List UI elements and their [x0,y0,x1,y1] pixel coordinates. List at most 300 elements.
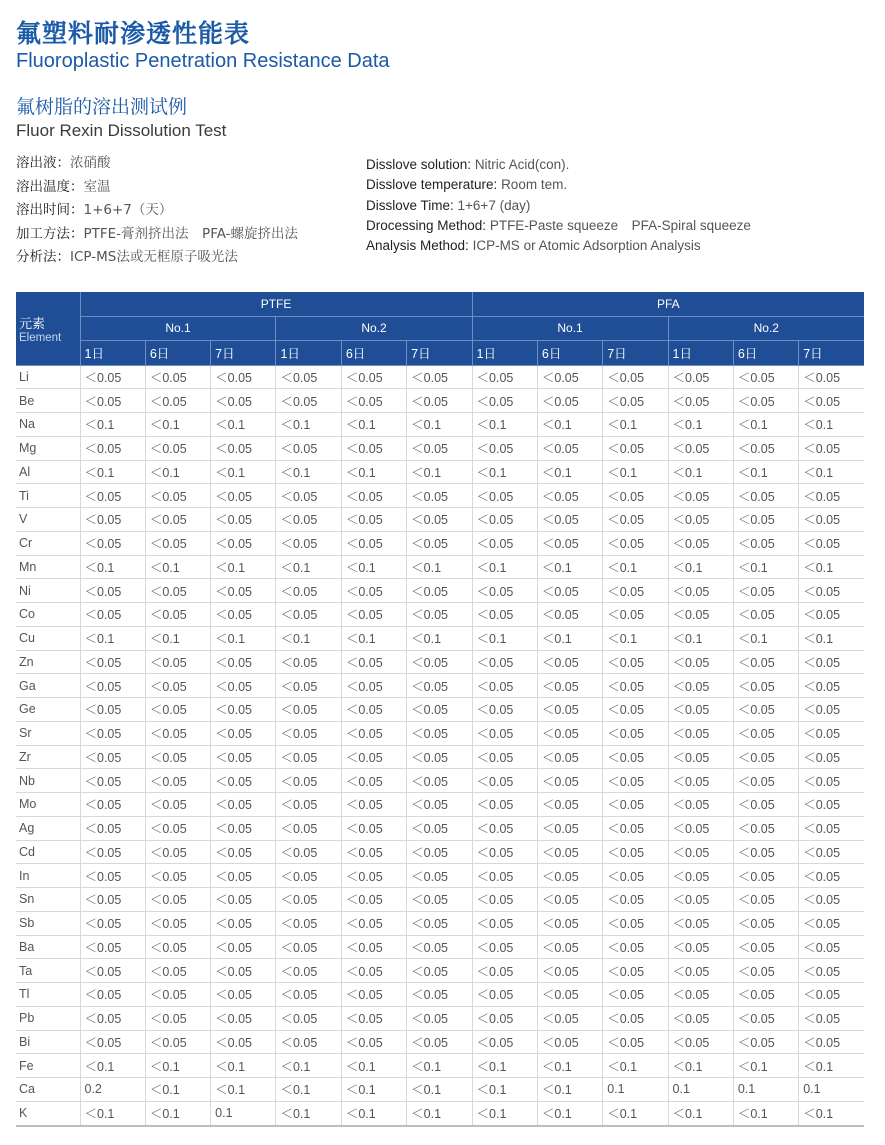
sample-header: No.1 [80,316,276,341]
value-cell: ＜0.1 [733,1054,798,1078]
value-cell: ＜0.1 [145,413,210,437]
value-cell: ＜0.05 [668,1006,733,1030]
value-cell: ＜0.05 [733,983,798,1007]
value-cell: ＜0.1 [145,1078,210,1102]
value-cell: ＜0.05 [668,603,733,627]
info-label: 分析法： [16,249,70,265]
value-cell: ＜0.1 [145,460,210,484]
value-cell: ＜0.05 [80,840,145,864]
value-cell: ＜0.05 [407,959,472,983]
value-cell: ＜0.05 [211,816,276,840]
value-cell: ＜0.1 [799,460,864,484]
value-cell: ＜0.1 [211,555,276,579]
value-cell: ＜0.1 [276,1078,341,1102]
element-cell: Co [16,603,80,627]
value-cell: ＜0.05 [211,864,276,888]
value-cell: ＜0.1 [799,413,864,437]
info-value: 1+6+7（天） [83,202,173,218]
value-cell: ＜0.1 [276,460,341,484]
value-cell: ＜0.05 [407,745,472,769]
value-cell: ＜0.05 [537,674,602,698]
value-cell: ＜0.05 [668,888,733,912]
value-cell: ＜0.05 [341,389,406,413]
value-cell: ＜0.05 [145,769,210,793]
element-header-cn: 元素 [19,315,46,331]
value-cell: ＜0.05 [80,650,145,674]
value-cell: ＜0.05 [407,531,472,555]
value-cell: ＜0.05 [537,603,602,627]
value-cell: ＜0.05 [276,793,341,817]
value-cell: ＜0.05 [341,721,406,745]
value-cell: ＜0.1 [145,555,210,579]
value-cell: ＜0.05 [472,745,537,769]
value-cell: ＜0.05 [799,888,864,912]
element-cell: Ta [16,959,80,983]
value-cell: ＜0.05 [537,816,602,840]
value-cell: ＜0.05 [603,1030,668,1054]
value-cell: ＜0.05 [407,769,472,793]
table-row [16,555,864,579]
value-cell: ＜0.05 [733,840,798,864]
value-cell: ＜0.05 [799,531,864,555]
value-cell: ＜0.05 [799,650,864,674]
value-cell: ＜0.05 [407,816,472,840]
element-cell: Na [16,413,80,437]
value-cell: ＜0.05 [733,911,798,935]
value-cell: ＜0.05 [537,721,602,745]
value-cell: ＜0.05 [668,531,733,555]
value-cell: ＜0.1 [472,626,537,650]
info-value: PTFE-膏剂挤出法 PFA-螺旋挤出法 [83,225,299,242]
page-title-cn: 氟塑料耐渗透性能表 [16,19,251,48]
value-cell: ＜0.05 [537,1006,602,1030]
day-header: 7日 [211,341,276,366]
value-cell: ＜0.05 [211,1030,276,1054]
value-cell: ＜0.05 [211,365,276,389]
value-cell: ＜0.05 [603,864,668,888]
value-cell: ＜0.05 [668,816,733,840]
value-cell: ＜0.05 [799,745,864,769]
value-cell: ＜0.05 [341,508,406,532]
value-cell: ＜0.1 [603,1101,668,1125]
value-cell: ＜0.05 [211,603,276,627]
value-cell: ＜0.1 [341,413,406,437]
value-cell: ＜0.05 [668,650,733,674]
info-en-solution [366,155,751,175]
value-cell: ＜0.05 [537,650,602,674]
value-cell: 0.1 [799,1078,864,1102]
info-label: Disslove temperature: [366,177,502,193]
value-cell: ＜0.05 [80,436,145,460]
value-cell: ＜0.05 [603,769,668,793]
value-cell: ＜0.05 [537,840,602,864]
value-cell: ＜0.05 [603,603,668,627]
value-cell: ＜0.05 [733,769,798,793]
value-cell: ＜0.05 [80,745,145,769]
value-cell: ＜0.1 [668,1054,733,1078]
value-cell: ＜0.05 [341,603,406,627]
value-cell: ＜0.1 [603,555,668,579]
element-cell: Cu [16,626,80,650]
table-row [16,365,864,389]
value-cell: ＜0.05 [341,769,406,793]
table-row [16,793,864,817]
info-value: ICP-MS法或无框原子吸光法 [70,249,238,265]
value-cell: ＜0.05 [341,935,406,959]
day-header: 1日 [668,341,733,366]
value-cell: ＜0.05 [211,436,276,460]
value-cell: ＜0.05 [603,531,668,555]
value-cell: ＜0.05 [472,650,537,674]
value-cell: ＜0.05 [80,1030,145,1054]
value-cell: ＜0.05 [537,484,602,508]
element-cell: Ti [16,484,80,508]
value-cell: ＜0.05 [211,745,276,769]
page-title-en: Fluoroplastic Penetration Resistance Data [16,50,390,72]
element-cell: Zr [16,745,80,769]
value-cell: ＜0.1 [276,626,341,650]
day-header: 7日 [603,341,668,366]
value-cell: ＜0.05 [145,721,210,745]
element-cell: Ag [16,816,80,840]
value-cell: ＜0.1 [537,413,602,437]
value-cell: ＜0.05 [211,959,276,983]
value-cell: ＜0.05 [537,959,602,983]
value-cell: ＜0.05 [603,816,668,840]
value-cell: ＜0.05 [407,983,472,1007]
value-cell: ＜0.05 [211,793,276,817]
value-cell: ＜0.05 [80,888,145,912]
value-cell: ＜0.05 [799,864,864,888]
value-cell: ＜0.05 [799,698,864,722]
table-row [16,864,864,888]
value-cell: ＜0.05 [276,1030,341,1054]
value-cell: ＜0.1 [407,626,472,650]
info-label: 加工方法： [16,225,84,242]
value-cell: ＜0.05 [799,959,864,983]
value-cell: ＜0.05 [211,983,276,1007]
day-header: 7日 [799,341,864,366]
info-value: PTFE-Paste squeeze PFA-Spiral squeeze [489,217,751,233]
value-cell: ＜0.05 [211,769,276,793]
element-cell: Sb [16,911,80,935]
value-cell: ＜0.05 [733,365,798,389]
element-cell: Mn [16,555,80,579]
value-cell: ＜0.05 [341,365,406,389]
value-cell: ＜0.05 [211,389,276,413]
info-en-time [366,196,751,216]
value-cell: ＜0.05 [472,1006,537,1030]
value-cell: ＜0.05 [472,911,537,935]
value-cell: ＜0.05 [799,579,864,603]
value-cell: ＜0.05 [407,436,472,460]
table-row [16,460,864,484]
element-cell: Fe [16,1054,80,1078]
table-row [16,1006,864,1030]
info-label: 溶出液： [16,155,70,171]
element-cell: Ni [16,579,80,603]
day-header: 1日 [80,341,145,366]
table-row [16,983,864,1007]
info-en-temperature [366,175,751,195]
value-cell: ＜0.05 [603,674,668,698]
element-cell: Ge [16,698,80,722]
day-header: 6日 [145,341,210,366]
value-cell: ＜0.05 [537,911,602,935]
value-cell: ＜0.05 [341,531,406,555]
value-cell: ＜0.05 [276,365,341,389]
table-row [16,413,864,437]
value-cell: ＜0.05 [603,365,668,389]
value-cell: ＜0.05 [211,935,276,959]
value-cell: ＜0.05 [472,579,537,603]
value-cell: ＜0.05 [472,436,537,460]
value-cell: ＜0.1 [407,555,472,579]
info-cn-method [16,223,298,247]
subtitle-cn: 氟树脂的溶出测试例 [16,96,188,118]
value-cell: ＜0.05 [276,436,341,460]
element-cell: V [16,508,80,532]
value-cell: ＜0.1 [472,460,537,484]
value-cell: ＜0.05 [145,531,210,555]
value-cell: ＜0.05 [341,674,406,698]
value-cell: ＜0.05 [733,745,798,769]
value-cell: ＜0.05 [276,983,341,1007]
value-cell: ＜0.1 [603,1054,668,1078]
table-row [16,769,864,793]
value-cell: ＜0.05 [668,721,733,745]
value-cell: ＜0.05 [407,864,472,888]
value-cell: ＜0.05 [145,1030,210,1054]
value-cell: ＜0.05 [668,793,733,817]
value-cell: ＜0.1 [80,460,145,484]
value-cell: ＜0.1 [472,1054,537,1078]
value-cell: ＜0.05 [145,959,210,983]
value-cell: ＜0.05 [407,484,472,508]
value-cell: ＜0.05 [407,888,472,912]
value-cell: ＜0.05 [603,436,668,460]
value-cell: ＜0.1 [537,555,602,579]
table-row [16,840,864,864]
value-cell: ＜0.05 [799,436,864,460]
info-value: Nitric Acid(con). [474,157,570,172]
info-label: Disslove solution: [366,157,475,172]
value-cell: ＜0.05 [276,959,341,983]
value-cell: ＜0.05 [341,1030,406,1054]
value-cell: ＜0.1 [276,555,341,579]
value-cell: ＜0.05 [799,816,864,840]
value-cell: ＜0.05 [799,911,864,935]
value-cell: ＜0.1 [799,555,864,579]
value-cell: ＜0.1 [407,413,472,437]
info-en-method [366,216,751,236]
value-cell: ＜0.05 [733,935,798,959]
value-cell: ＜0.05 [145,1006,210,1030]
value-cell: ＜0.05 [603,650,668,674]
value-cell: ＜0.05 [80,935,145,959]
value-cell: ＜0.05 [341,698,406,722]
value-cell: ＜0.05 [80,531,145,555]
value-cell: ＜0.05 [211,721,276,745]
value-cell: ＜0.05 [472,816,537,840]
element-cell: Sn [16,888,80,912]
value-cell: ＜0.05 [668,484,733,508]
value-cell: ＜0.1 [733,626,798,650]
info-label: Disslove Time: [366,197,458,213]
value-cell: ＜0.05 [472,674,537,698]
value-cell: ＜0.05 [733,674,798,698]
element-cell: Mg [16,436,80,460]
value-cell: ＜0.05 [472,531,537,555]
value-cell: ＜0.05 [799,769,864,793]
value-cell: ＜0.05 [668,769,733,793]
value-cell: ＜0.05 [733,579,798,603]
info-value: Room tem. [501,177,568,193]
value-cell: ＜0.05 [276,888,341,912]
value-cell: ＜0.1 [341,1101,406,1125]
value-cell: ＜0.05 [472,864,537,888]
table-row [16,1101,864,1125]
value-cell: ＜0.1 [537,1054,602,1078]
value-cell: ＜0.1 [80,626,145,650]
value-cell: ＜0.05 [407,1006,472,1030]
value-cell: ＜0.05 [407,911,472,935]
table-row [16,674,864,698]
value-cell: ＜0.05 [80,603,145,627]
value-cell: ＜0.05 [407,389,472,413]
day-header: 6日 [341,341,406,366]
value-cell: ＜0.05 [537,1030,602,1054]
value-cell: ＜0.05 [799,508,864,532]
value-cell: ＜0.1 [668,555,733,579]
value-cell: ＜0.1 [668,626,733,650]
value-cell: ＜0.05 [733,603,798,627]
value-cell: ＜0.05 [472,484,537,508]
element-cell: Bi [16,1030,80,1054]
value-cell: ＜0.1 [80,1101,145,1125]
value-cell: 0.1 [211,1101,276,1125]
table-row [16,389,864,413]
value-cell: ＜0.1 [145,1101,210,1125]
table-row [16,531,864,555]
value-cell: ＜0.1 [537,626,602,650]
value-cell: ＜0.05 [668,745,733,769]
value-cell: ＜0.1 [668,1101,733,1125]
value-cell: ＜0.05 [341,579,406,603]
value-cell: ＜0.05 [668,959,733,983]
value-cell: ＜0.05 [341,484,406,508]
table-row [16,959,864,983]
value-cell: ＜0.05 [668,674,733,698]
value-cell: ＜0.05 [276,911,341,935]
value-cell: ＜0.05 [276,816,341,840]
value-cell: ＜0.1 [341,1078,406,1102]
value-cell: ＜0.05 [603,745,668,769]
value-cell: ＜0.05 [603,935,668,959]
value-cell: ＜0.1 [211,1054,276,1078]
value-cell: ＜0.1 [537,1101,602,1125]
value-cell: ＜0.1 [407,1054,472,1078]
info-cn [16,152,298,270]
value-cell: ＜0.1 [80,1054,145,1078]
info-en-analysis [366,236,751,256]
value-cell: ＜0.05 [211,911,276,935]
info-value: ICP-MS or Atomic Adsorption Analysis [472,238,701,254]
value-cell: ＜0.05 [145,508,210,532]
value-cell: ＜0.05 [799,983,864,1007]
value-cell: ＜0.05 [145,911,210,935]
table-row [16,1030,864,1054]
value-cell: ＜0.05 [341,436,406,460]
value-cell: ＜0.05 [603,888,668,912]
value-cell: ＜0.05 [537,508,602,532]
value-cell: ＜0.1 [603,460,668,484]
value-cell: ＜0.1 [341,555,406,579]
value-cell: ＜0.05 [799,935,864,959]
value-cell: ＜0.05 [537,793,602,817]
value-cell: ＜0.05 [145,864,210,888]
value-cell: ＜0.05 [145,603,210,627]
value-cell: ＜0.05 [145,484,210,508]
value-cell: ＜0.05 [537,698,602,722]
value-cell: ＜0.05 [537,579,602,603]
value-cell: ＜0.05 [276,864,341,888]
value-cell: ＜0.05 [603,1006,668,1030]
dissolution-table [16,292,864,1127]
table-row [16,816,864,840]
info-cn-temperature [16,176,298,200]
element-cell: Cd [16,840,80,864]
value-cell: ＜0.05 [537,983,602,1007]
value-cell: ＜0.05 [276,935,341,959]
value-cell: ＜0.1 [407,1101,472,1125]
value-cell: ＜0.05 [733,959,798,983]
value-cell: ＜0.05 [407,1030,472,1054]
value-cell: ＜0.1 [537,460,602,484]
value-cell: ＜0.05 [472,935,537,959]
value-cell: ＜0.1 [472,1101,537,1125]
day-header: 6日 [733,341,798,366]
info-label: 溶出温度： [16,178,84,195]
element-cell: Ca [16,1078,80,1102]
value-cell: ＜0.05 [733,721,798,745]
value-cell: ＜0.1 [668,413,733,437]
value-cell: ＜0.1 [407,460,472,484]
value-cell: ＜0.05 [407,603,472,627]
value-cell: ＜0.05 [472,959,537,983]
value-cell: ＜0.05 [537,769,602,793]
value-cell: ＜0.05 [211,674,276,698]
value-cell: ＜0.05 [341,864,406,888]
value-cell: ＜0.05 [407,365,472,389]
value-cell: ＜0.05 [733,484,798,508]
value-cell: ＜0.05 [407,935,472,959]
value-cell: ＜0.1 [407,1078,472,1102]
value-cell: ＜0.05 [603,389,668,413]
info-en [366,155,751,256]
value-cell: ＜0.05 [537,888,602,912]
value-cell: ＜0.1 [211,413,276,437]
value-cell: ＜0.05 [341,959,406,983]
value-cell: ＜0.05 [145,816,210,840]
value-cell: ＜0.05 [668,911,733,935]
value-cell: ＜0.05 [145,650,210,674]
value-cell: ＜0.1 [80,413,145,437]
value-cell: ＜0.1 [799,626,864,650]
group-header-pfa: PFA [472,292,864,316]
value-cell: ＜0.1 [733,555,798,579]
value-cell: ＜0.05 [276,721,341,745]
